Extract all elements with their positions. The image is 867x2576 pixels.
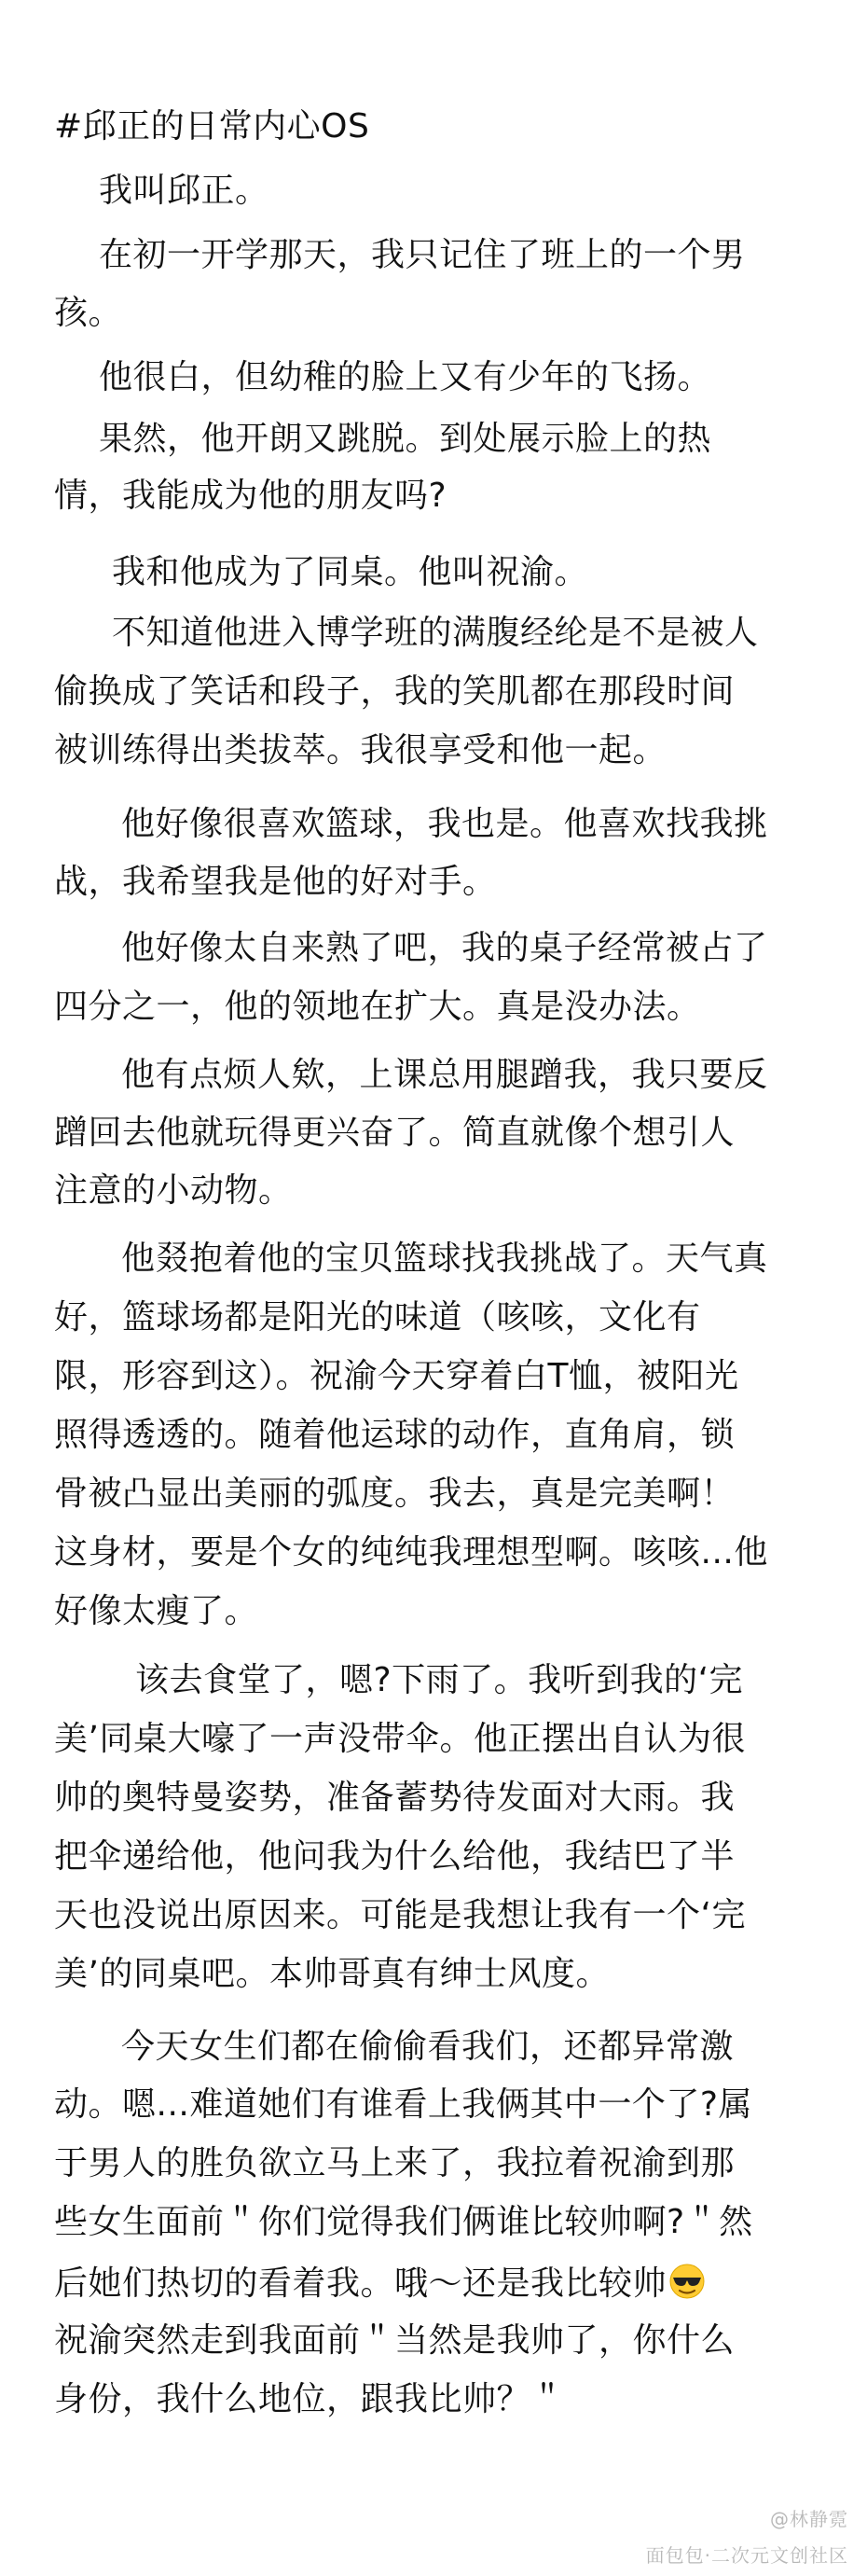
text-line: 注意的小动物。: [54, 1171, 293, 1210]
text-line: 天也没说出原因来。可能是我想让我有一个‘完: [54, 1896, 746, 1934]
text-line-with-emoji: [54, 2263, 706, 2303]
text-line: 帅的奥特曼姿势，准备蓄势待发面对大雨。我: [54, 1779, 736, 1817]
text-line: 偷换成了笑话和段子，我的笑肌都在那段时间: [54, 672, 736, 711]
text-line: 好像太瘦了。: [54, 1592, 259, 1630]
text-line: 限，形容到这）。祝渝今天穿着白T恤，被阳光: [54, 1357, 739, 1395]
text-line: 他好像很喜欢篮球，我也是。他喜欢找我挑: [121, 805, 768, 843]
smiling-face-with-sunglasses-icon: [668, 2263, 706, 2300]
text-line: 照得透透的。随着他运球的动作，直角肩，锁: [54, 1416, 736, 1454]
text-line: 战，我希望我是他的好对手。: [54, 863, 497, 901]
text-line: 被训练得出类拔萃。我很享受和他一起。: [54, 731, 667, 769]
text-line: 这身材，要是个女的纯纯我理想型啊。咳咳...他: [54, 1533, 768, 1572]
text-line: 他有点烦人欸，上课总用腿蹭我，我只要反: [121, 1056, 768, 1094]
text-line: 他好像太自来熟了吧，我的桌子经常被占了: [121, 929, 768, 967]
text-line: 祝渝突然走到我面前＂当然是我帅了，你什么: [54, 2321, 736, 2360]
text-line: 骨被凸显出美丽的弧度。我去，真是完美啊！: [54, 1475, 736, 1513]
text-line: 于男人的胜负欲立马上来了，我拉着祝渝到那: [54, 2144, 736, 2182]
text-line: 美’的同桌吧。本帅哥真有绅士风度。: [54, 1955, 610, 1993]
text-line: 他叕抱着他的宝贝篮球找我挑战了。天气真: [121, 1240, 768, 1278]
text-line: 在初一开学那天，我只记住了班上的一个男: [99, 236, 746, 274]
text-line: 今天女生们都在偷偷看我们，还都异常激: [121, 2028, 735, 2066]
text-line: 蹭回去他就玩得更兴奋了。简直就像个想引人: [54, 1114, 736, 1152]
text-line: 把伞递给他，他问我为什么给他，我结巴了半: [54, 1837, 736, 1876]
text-line: 美’同桌大嚎了一声没带伞。他正摆出自认为很: [54, 1720, 746, 1758]
text-line: 动。嗯...难道她们有谁看上我俩其中一个了?属: [54, 2085, 752, 2124]
text-line: 孩。: [54, 294, 123, 332]
text-line: 不知道他进入博学班的满腹经纶是不是被人: [112, 614, 759, 652]
text-line-segment: 后她们热切的看着我。哦～还是我比较帅: [54, 2264, 667, 2303]
text-line: 果然，他开朗又跳脱。到处展示脸上的热: [99, 420, 712, 458]
text-line: 他很白，但幼稚的脸上又有少年的飞扬。: [99, 358, 712, 396]
text-line: 些女生面前＂你们觉得我们俩谁比较帅啊?＂然: [54, 2203, 753, 2241]
watermark-site: 面包包·二次元文创社区: [645, 2544, 848, 2567]
text-line-title: #邱正的日常内心OS: [54, 107, 370, 145]
text-line: 四分之一，他的领地在扩大。真是没办法。: [54, 988, 701, 1026]
text-line: 我和他成为了同桌。他叫祝渝。: [112, 553, 589, 591]
text-line: 我叫邱正。: [99, 172, 269, 210]
watermark-author: @林静霓: [770, 2508, 848, 2530]
text-line: 身份，我什么地位，跟我比帅？＂: [54, 2380, 565, 2418]
text-line: 该去食堂了，嗯?下雨了。我听到我的‘完: [135, 1661, 744, 1699]
text-line: 情，我能成为他的朋友吗?: [54, 477, 447, 515]
text-line: 好，篮球场都是阳光的味道（咳咳，文化有: [54, 1298, 701, 1336]
